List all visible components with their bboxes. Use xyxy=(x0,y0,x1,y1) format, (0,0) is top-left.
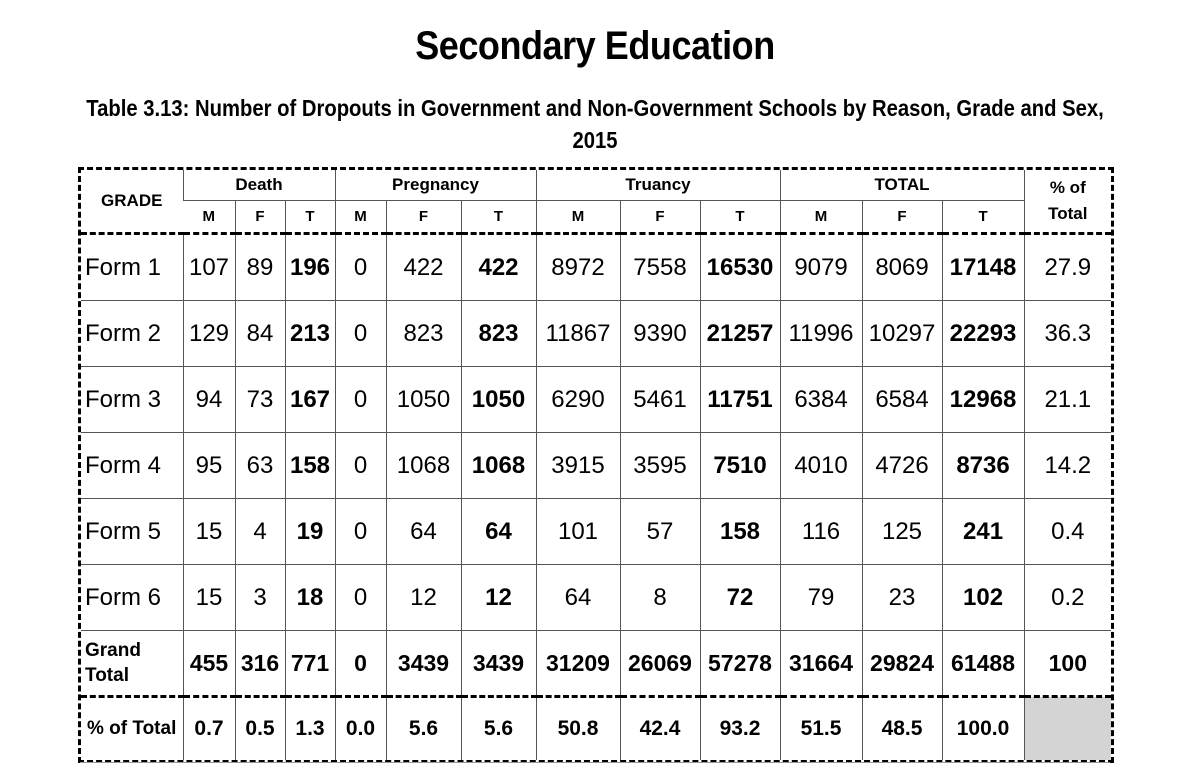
pct-of-total-cell: 0.5 xyxy=(235,697,285,761)
value-cell: 0 xyxy=(335,499,386,565)
grade-cell: Form 1 xyxy=(81,234,183,301)
value-cell: 167 xyxy=(285,367,335,433)
value-cell: 17148 xyxy=(942,234,1024,301)
grade-cell: Form 5 xyxy=(81,499,183,565)
value-cell: 129 xyxy=(183,301,235,367)
value-cell: 64 xyxy=(386,499,461,565)
pct-of-total-cell: 48.5 xyxy=(862,697,942,761)
page-title: Secondary Education xyxy=(415,24,775,68)
grand-total-cell: 0 xyxy=(335,631,386,697)
value-cell: 12 xyxy=(461,565,536,631)
table-row xyxy=(81,565,1111,631)
sub-header-m: M xyxy=(536,201,620,234)
grade-cell: Form 2 xyxy=(81,301,183,367)
value-cell: 0 xyxy=(335,234,386,301)
value-cell: 823 xyxy=(386,301,461,367)
value-cell: 73 xyxy=(235,367,285,433)
value-cell: 0 xyxy=(335,565,386,631)
value-cell: 422 xyxy=(461,234,536,301)
pct-of-total-header xyxy=(1024,170,1111,234)
pct-header-line1: % of xyxy=(1049,178,1086,197)
grand-total-label-line2: Total xyxy=(85,665,129,686)
sub-header-f: F xyxy=(235,201,285,234)
value-cell: 7510 xyxy=(700,433,780,499)
pct-of-total-cell: 5.6 xyxy=(461,697,536,761)
grand-total-cell: 100 xyxy=(1024,631,1111,697)
sub-header-m: M xyxy=(780,201,862,234)
value-cell: 3915 xyxy=(536,433,620,499)
sub-header-f: F xyxy=(620,201,700,234)
grand-total-label-line1: Grand xyxy=(85,640,141,661)
value-cell: 107 xyxy=(183,234,235,301)
value-cell: 3595 xyxy=(620,433,700,499)
grand-total-label xyxy=(81,631,183,697)
grade-cell: Form 3 xyxy=(81,367,183,433)
value-cell: 241 xyxy=(942,499,1024,565)
value-cell: 0 xyxy=(335,433,386,499)
value-cell: 1068 xyxy=(461,433,536,499)
grand-total-row xyxy=(81,631,1111,697)
pct-of-total-cell: 93.2 xyxy=(700,697,780,761)
value-cell: 11751 xyxy=(700,367,780,433)
value-cell: 63 xyxy=(235,433,285,499)
grand-total-cell: 455 xyxy=(183,631,235,697)
value-cell: 10297 xyxy=(862,301,942,367)
value-cell: 8736 xyxy=(942,433,1024,499)
pct-of-total-cell: 0.7 xyxy=(183,697,235,761)
value-cell: 12 xyxy=(386,565,461,631)
sub-header-f: F xyxy=(386,201,461,234)
grand-total-cell: 26069 xyxy=(620,631,700,697)
value-cell: 27.9 xyxy=(1024,234,1111,301)
value-cell: 116 xyxy=(780,499,862,565)
pct-of-total-cell: 1.3 xyxy=(285,697,335,761)
value-cell: 823 xyxy=(461,301,536,367)
value-cell: 0 xyxy=(335,301,386,367)
value-cell: 158 xyxy=(285,433,335,499)
table-body xyxy=(81,234,1111,761)
value-cell: 18 xyxy=(285,565,335,631)
grand-total-cell: 3439 xyxy=(461,631,536,697)
value-cell: 12968 xyxy=(942,367,1024,433)
value-cell: 8069 xyxy=(862,234,942,301)
grand-total-cell: 31664 xyxy=(780,631,862,697)
sub-header-m: M xyxy=(335,201,386,234)
dropouts-table-frame xyxy=(78,167,1114,763)
grade-header: GRADE xyxy=(101,191,163,210)
value-cell: 23 xyxy=(862,565,942,631)
pct-of-total-cell: 51.5 xyxy=(780,697,862,761)
value-cell: 1068 xyxy=(386,433,461,499)
value-cell: 0.4 xyxy=(1024,499,1111,565)
value-cell: 15 xyxy=(183,565,235,631)
value-cell: 94 xyxy=(183,367,235,433)
value-cell: 6290 xyxy=(536,367,620,433)
table-row xyxy=(81,234,1111,301)
sub-header-m: M xyxy=(183,201,235,234)
sub-header-t: T xyxy=(461,201,536,234)
sub-header-row xyxy=(81,201,1111,234)
value-cell: 125 xyxy=(862,499,942,565)
value-cell: 21257 xyxy=(700,301,780,367)
value-cell: 5461 xyxy=(620,367,700,433)
value-cell: 3 xyxy=(235,565,285,631)
value-cell: 36.3 xyxy=(1024,301,1111,367)
dropouts-table xyxy=(81,170,1111,760)
value-cell: 213 xyxy=(285,301,335,367)
sub-header-t: T xyxy=(285,201,335,234)
value-cell: 422 xyxy=(386,234,461,301)
value-cell: 4726 xyxy=(862,433,942,499)
group-header-death: Death xyxy=(183,170,335,201)
value-cell: 1050 xyxy=(386,367,461,433)
pct-of-total-cell: 50.8 xyxy=(536,697,620,761)
shaded-empty-cell xyxy=(1024,697,1111,761)
grand-total-cell: 771 xyxy=(285,631,335,697)
value-cell: 7558 xyxy=(620,234,700,301)
value-cell: 14.2 xyxy=(1024,433,1111,499)
value-cell: 64 xyxy=(536,565,620,631)
group-header-total: TOTAL xyxy=(780,170,1024,201)
pct-header-line2: Total xyxy=(1048,204,1088,223)
value-cell: 11996 xyxy=(780,301,862,367)
grand-total-cell: 31209 xyxy=(536,631,620,697)
value-cell: 8 xyxy=(620,565,700,631)
value-cell: 8972 xyxy=(536,234,620,301)
grand-total-cell: 3439 xyxy=(386,631,461,697)
value-cell: 57 xyxy=(620,499,700,565)
grade-cell: Form 6 xyxy=(81,565,183,631)
value-cell: 19 xyxy=(285,499,335,565)
value-cell: 64 xyxy=(461,499,536,565)
pct-of-total-row xyxy=(81,697,1111,761)
value-cell: 4 xyxy=(235,499,285,565)
value-cell: 9390 xyxy=(620,301,700,367)
grand-total-cell: 316 xyxy=(235,631,285,697)
value-cell: 11867 xyxy=(536,301,620,367)
pct-of-total-cell: 5.6 xyxy=(386,697,461,761)
value-cell: 196 xyxy=(285,234,335,301)
group-header-truancy: Truancy xyxy=(536,170,780,201)
value-cell: 79 xyxy=(780,565,862,631)
pct-of-total-cell: 0.0 xyxy=(335,697,386,761)
table-row xyxy=(81,301,1111,367)
grade-cell: Form 4 xyxy=(81,433,183,499)
sub-header-t: T xyxy=(942,201,1024,234)
value-cell: 95 xyxy=(183,433,235,499)
value-cell: 102 xyxy=(942,565,1024,631)
value-cell: 101 xyxy=(536,499,620,565)
sub-header-f: F xyxy=(862,201,942,234)
pct-of-total-label: % of Total xyxy=(81,697,183,761)
group-header-pregnancy: Pregnancy xyxy=(335,170,536,201)
value-cell: 0.2 xyxy=(1024,565,1111,631)
value-cell: 1050 xyxy=(461,367,536,433)
table-row xyxy=(81,367,1111,433)
value-cell: 15 xyxy=(183,499,235,565)
pct-of-total-cell: 100.0 xyxy=(942,697,1024,761)
pct-of-total-cell: 42.4 xyxy=(620,697,700,761)
value-cell: 21.1 xyxy=(1024,367,1111,433)
value-cell: 0 xyxy=(335,367,386,433)
sub-header-t: T xyxy=(700,201,780,234)
value-cell: 6584 xyxy=(862,367,942,433)
value-cell: 158 xyxy=(700,499,780,565)
grand-total-cell: 29824 xyxy=(862,631,942,697)
value-cell: 22293 xyxy=(942,301,1024,367)
table-row xyxy=(81,433,1111,499)
value-cell: 72 xyxy=(700,565,780,631)
value-cell: 89 xyxy=(235,234,285,301)
grand-total-cell: 61488 xyxy=(942,631,1024,697)
value-cell: 16530 xyxy=(700,234,780,301)
grand-total-cell: 57278 xyxy=(700,631,780,697)
table-caption: Table 3.13: Number of Dropouts in Government and Non-Government Schools by Reason, Grade and Sex, 2015 xyxy=(86,95,1104,153)
value-cell: 84 xyxy=(235,301,285,367)
value-cell: 9079 xyxy=(780,234,862,301)
table-row xyxy=(81,499,1111,565)
value-cell: 6384 xyxy=(780,367,862,433)
value-cell: 4010 xyxy=(780,433,862,499)
